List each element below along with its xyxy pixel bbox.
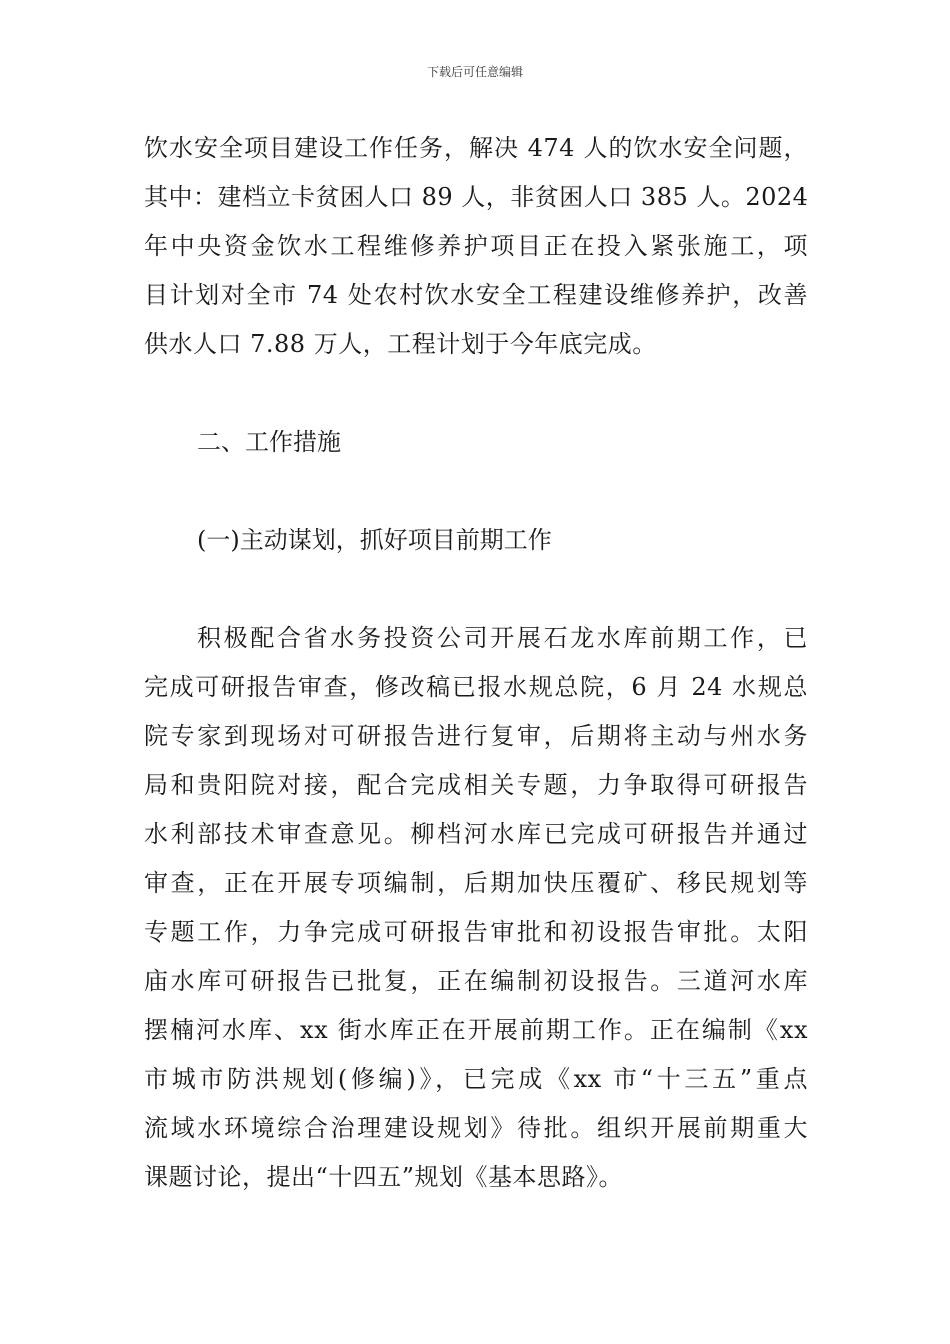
text-line: 院专家到现场对可研报告进行复审，后期将主动与州水务: [144, 722, 808, 750]
text-line: 摆楠河水库、xx 街水库正在开展前期工作。正在编制《xx: [144, 1016, 808, 1044]
text-line: 审查，正在开展专项编制，后期加快压覆矿、移民规划等: [144, 869, 808, 897]
page-header: 下载后可任意编辑: [426, 65, 523, 79]
text-line: 市城市防洪规划(修编)》，已完成《xx 市“十三五”重点: [144, 1065, 808, 1093]
paragraph-block2: [144, 614, 808, 1202]
text-line: 专题工作，力争完成可研报告审批和初设报告审批。太阳: [144, 918, 808, 946]
text-line: 流域水环境综合治理建设规划》待批。组织开展前期重大: [144, 1114, 808, 1142]
text-line: 其中：建档立卡贫困人口 89 人，非贫困人口 385 人。2024: [144, 183, 809, 211]
section-heading: 二、工作措施: [197, 428, 341, 456]
text-line: 庙水库可研报告已批复，正在编制初设报告。三道河水库: [144, 967, 808, 995]
document-body: [144, 124, 808, 1202]
subsection-heading: (一)主动谋划，抓好项目前期工作: [197, 526, 552, 554]
text-line: 饮水安全项目建设工作任务，解决 474 人的饮水安全问题，: [144, 134, 808, 162]
text-line: 积极配合省水务投资公司开展石龙水库前期工作，已: [197, 624, 808, 652]
text-line: 水利部技术审查意见。柳档河水库已完成可研报告并通过: [144, 820, 808, 848]
paragraph-block1: [144, 124, 808, 369]
text-line: 局和贵阳院对接，配合完成相关专题，力争取得可研报告: [144, 771, 808, 799]
text-line: 目计划对全市 74 处农村饮水安全工程建设维修养护，改善: [144, 281, 808, 309]
text-line: 完成可研报告审查，修改稿已报水规总院，6 月 24 水规总: [144, 673, 808, 701]
text-line: 年中央资金饮水工程维修养护项目正在投入紧张施工，项: [144, 232, 808, 260]
text-line: 供水人口 7.88 万人，工程计划于今年底完成。: [144, 330, 657, 358]
text-line: 课题讨论，提出“十四五”规划《基本思路》。: [144, 1163, 624, 1191]
